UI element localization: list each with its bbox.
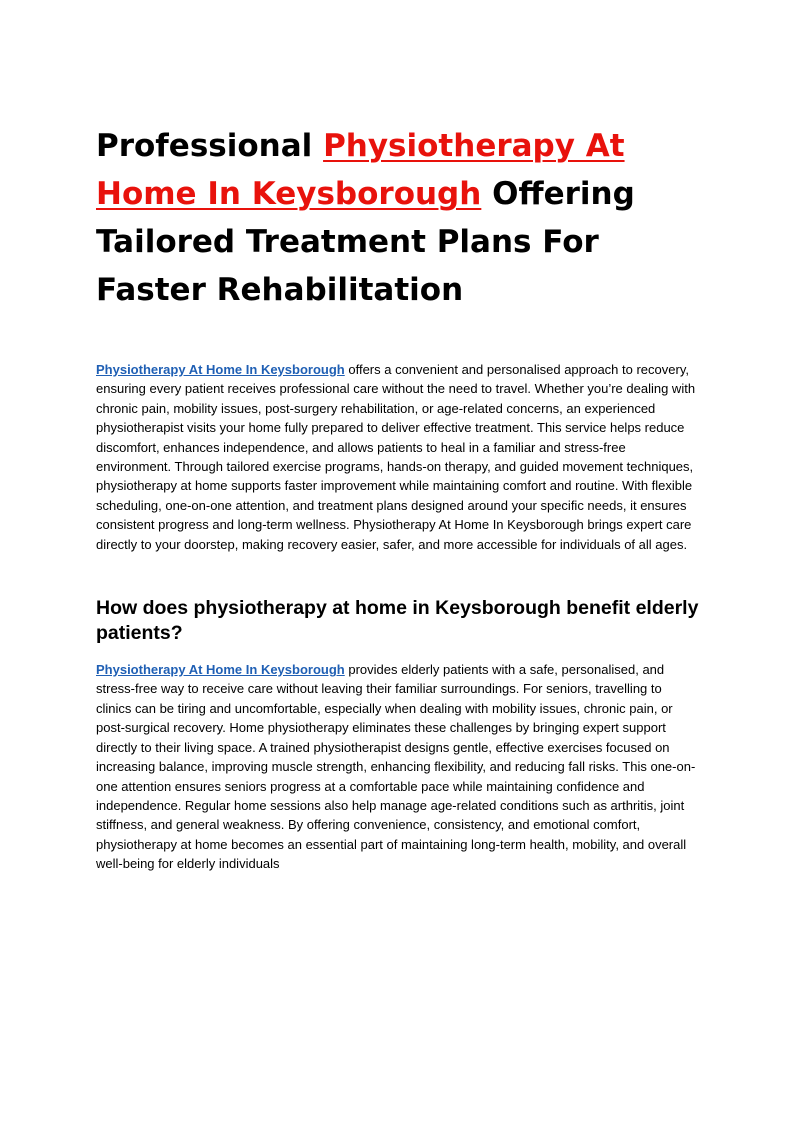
intro-text: offers a convenient and personalised approach to recovery, ensuring every patient receives professional care without the need to travel. Whether you’re dealing with chronic pain, mobility issues, post-surgery rehabilitation, or age-related concerns, an experienced physiotherapist visits your home fully prepared to deliver effective treatment. This service helps reduce discomfort, enhances independence, and allows patients to heal in a familiar and stress-free environment. Through tailored exercise programs, hands-on therapy, and guided movement techniques, physiotherapy at home supports faster improvement while maintaining comfort and routine. With flexible scheduling, one-on-one attention, and treatment plans designed around your specific needs, it ensures consistent progress and long-term wellness. Physiotherapy At Home In Keysborough brings expert care directly to your doorstep, making recovery easier, safer, and more accessible for individuals of all ages. bbox=[96, 362, 696, 552]
title-prefix: Professional bbox=[96, 128, 324, 164]
section-link[interactable]: Physiotherapy At Home In Keysborough bbox=[96, 662, 345, 678]
section-text: provides elderly patients with a safe, personalised, and stress-free way to receive care without leaving their familiar surroundings. For seniors, travelling to clinics can be tiring and uncomfortable, especially when dealing with mobility issues, chronic pain, or post-surgical recovery. Home physiotherapy eliminates these challenges by bringing expert support directly to their living space. A trained physiotherapist designs gentle, effective exercises focused on increasing balance, improving muscle strength, enhancing flexibility, and reducing fall risks. This one-on-one attention ensures seniors progress at a comfortable pace while maintaining confidence and independence. Regular home sessions also help manage age-related conditions such as arthritis, joint stiffness, and general weakness. By offering convenience, consistency, and emotional comfort, physiotherapy at home becomes an essential part of maintaining long-term health, mobility, and overall well-being for elderly individuals bbox=[96, 662, 696, 872]
document-page bbox=[96, 122, 700, 874]
section-heading: How does physiotherapy at home in Keysborough benefit elderly patients? bbox=[96, 597, 699, 645]
page-title bbox=[96, 122, 700, 314]
intro-paragraph bbox=[96, 360, 700, 554]
section-paragraph bbox=[96, 660, 700, 873]
title-highlight-link[interactable]: Physiotherapy At Home In Keysborough bbox=[96, 128, 625, 212]
intro-link[interactable]: Physiotherapy At Home In Keysborough bbox=[96, 362, 345, 377]
title-suffix: Offering Tailored Treatment Plans For Faster Rehabilitation bbox=[96, 176, 635, 308]
